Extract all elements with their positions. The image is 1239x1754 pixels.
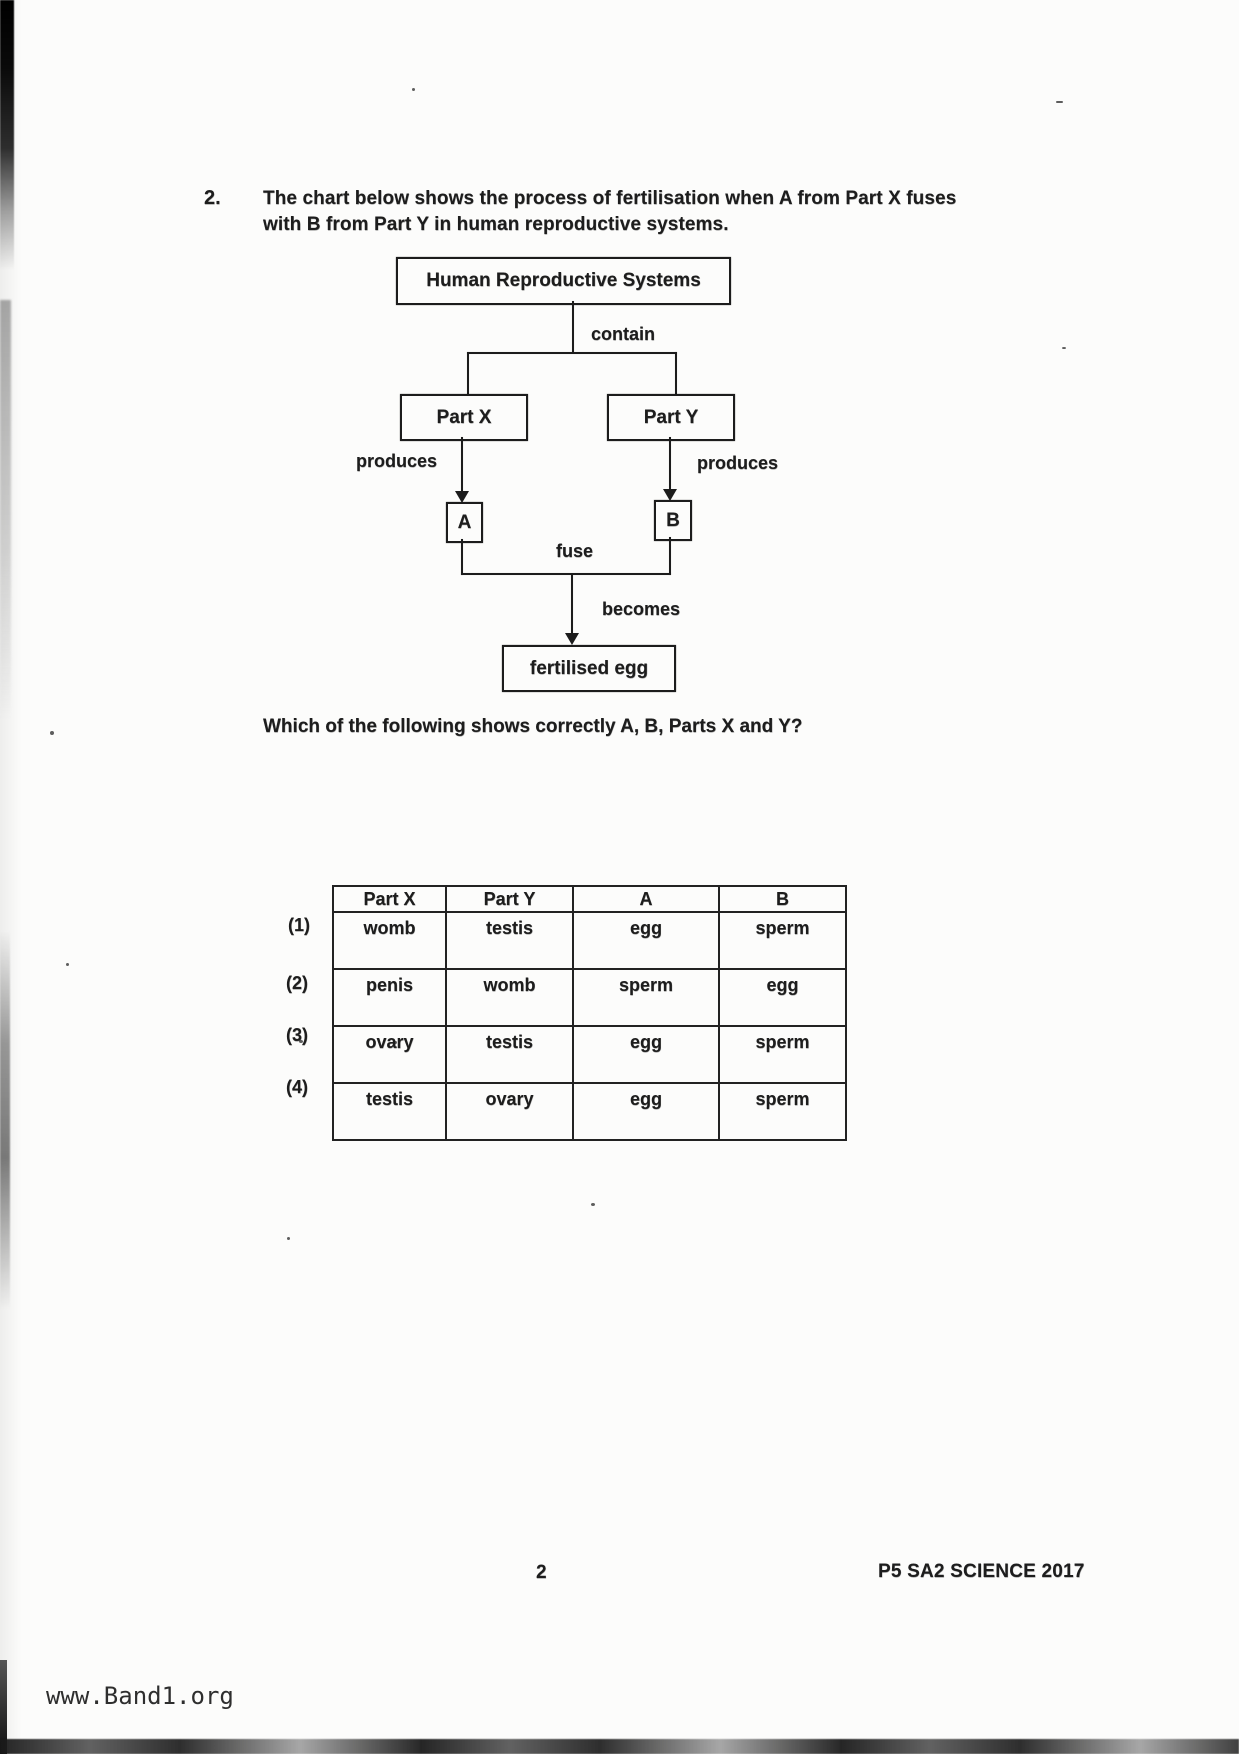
table-row	[333, 1026, 846, 1083]
flowchart-node-part-x: Part X	[400, 394, 528, 441]
table-row	[333, 969, 846, 1026]
arrow-down-icon	[565, 633, 579, 645]
scan-speck	[287, 1237, 290, 1240]
table-header-a: A	[573, 886, 719, 912]
flowchart-node-human-reproductive-systems: Human Reproductive Systems	[396, 257, 731, 305]
flowchart-node-fertilised-egg: fertilised egg	[502, 645, 676, 692]
flowchart-line-b-down	[669, 537, 671, 575]
flowchart-label-becomes: becomes	[602, 599, 681, 619]
table-header-row	[333, 886, 846, 912]
table-row	[333, 1083, 846, 1140]
table-cell: testis	[446, 1026, 573, 1083]
footer-paper-code: P5 SA2 SCIENCE 2017	[878, 1561, 1085, 1582]
table-cell: egg	[573, 912, 719, 969]
watermark-url: www.Band1.org	[46, 1682, 234, 1710]
table-cell: testis	[333, 1083, 446, 1140]
scan-speck	[66, 963, 69, 966]
scan-speck	[412, 88, 415, 91]
option-label-1: (1)	[288, 915, 310, 935]
sub-question-text: Which of the following shows correctly A, B, Parts X and Y?	[263, 716, 803, 737]
scan-artifact-bottom-bar	[0, 1739, 1239, 1754]
table-header-b: B	[719, 886, 846, 912]
table-row	[333, 912, 846, 969]
scan-artifact-left-smudge-2	[0, 930, 10, 1310]
table-cell: ovary	[446, 1083, 573, 1140]
scan-artifact-left-smudge	[0, 300, 11, 720]
question-text-line-1: The chart below shows the process of fertilisation when A from Part X fuses	[263, 188, 957, 209]
flowchart-node-b: B	[654, 500, 692, 541]
flowchart-label-fuse: fuse	[556, 541, 594, 561]
flowchart-node-a: A	[446, 502, 483, 543]
flowchart-line-contain	[572, 301, 574, 353]
scan-speck	[50, 731, 54, 735]
table-cell: egg	[573, 1026, 719, 1083]
option-label-2: (2)	[286, 973, 308, 993]
flowchart-line-split	[467, 352, 677, 354]
table-cell: womb	[446, 969, 573, 1026]
scan-artifact-left-top-bar	[0, 0, 14, 270]
table-cell: sperm	[573, 969, 719, 1026]
flowchart-label-produces-left: produces	[356, 451, 438, 471]
flowchart-line-a-down	[461, 539, 463, 575]
footer-page-number: 2	[536, 1562, 547, 1583]
flowchart-label-contain: contain	[591, 324, 656, 344]
scan-speck	[1056, 101, 1063, 103]
flowchart-arrow-produces-right	[669, 437, 671, 491]
question-text-line-2: with B from Part Y in human reproductive systems.	[263, 214, 729, 235]
flowchart-arrow-produces-left	[461, 437, 463, 493]
table-cell: sperm	[719, 1026, 846, 1083]
flowchart-node-part-y: Part Y	[607, 394, 735, 441]
flowchart-arrow-becomes	[571, 575, 573, 635]
table-cell: egg	[573, 1083, 719, 1140]
table-cell: sperm	[719, 1083, 846, 1140]
question-number: 2.	[204, 187, 221, 209]
table-cell: egg	[719, 969, 846, 1026]
flowchart-line-fuse	[461, 573, 671, 575]
table-header-part-x: Part X	[333, 886, 446, 912]
table-cell: penis	[333, 969, 446, 1026]
table-cell: ovary	[333, 1026, 446, 1083]
table-cell: testis	[446, 912, 573, 969]
table-header-part-y: Part Y	[446, 886, 573, 912]
flowchart-label-produces-right: produces	[697, 453, 779, 473]
flowchart-line-split-right	[675, 352, 677, 395]
scan-speck	[591, 1203, 595, 1206]
options-table	[332, 885, 847, 1141]
table-cell: womb	[333, 912, 446, 969]
option-label-4: (4)	[286, 1077, 308, 1097]
table-cell: sperm	[719, 912, 846, 969]
scan-speck	[1062, 347, 1066, 349]
flowchart-line-split-left	[467, 352, 469, 395]
option-label-3: (3)	[286, 1025, 308, 1045]
